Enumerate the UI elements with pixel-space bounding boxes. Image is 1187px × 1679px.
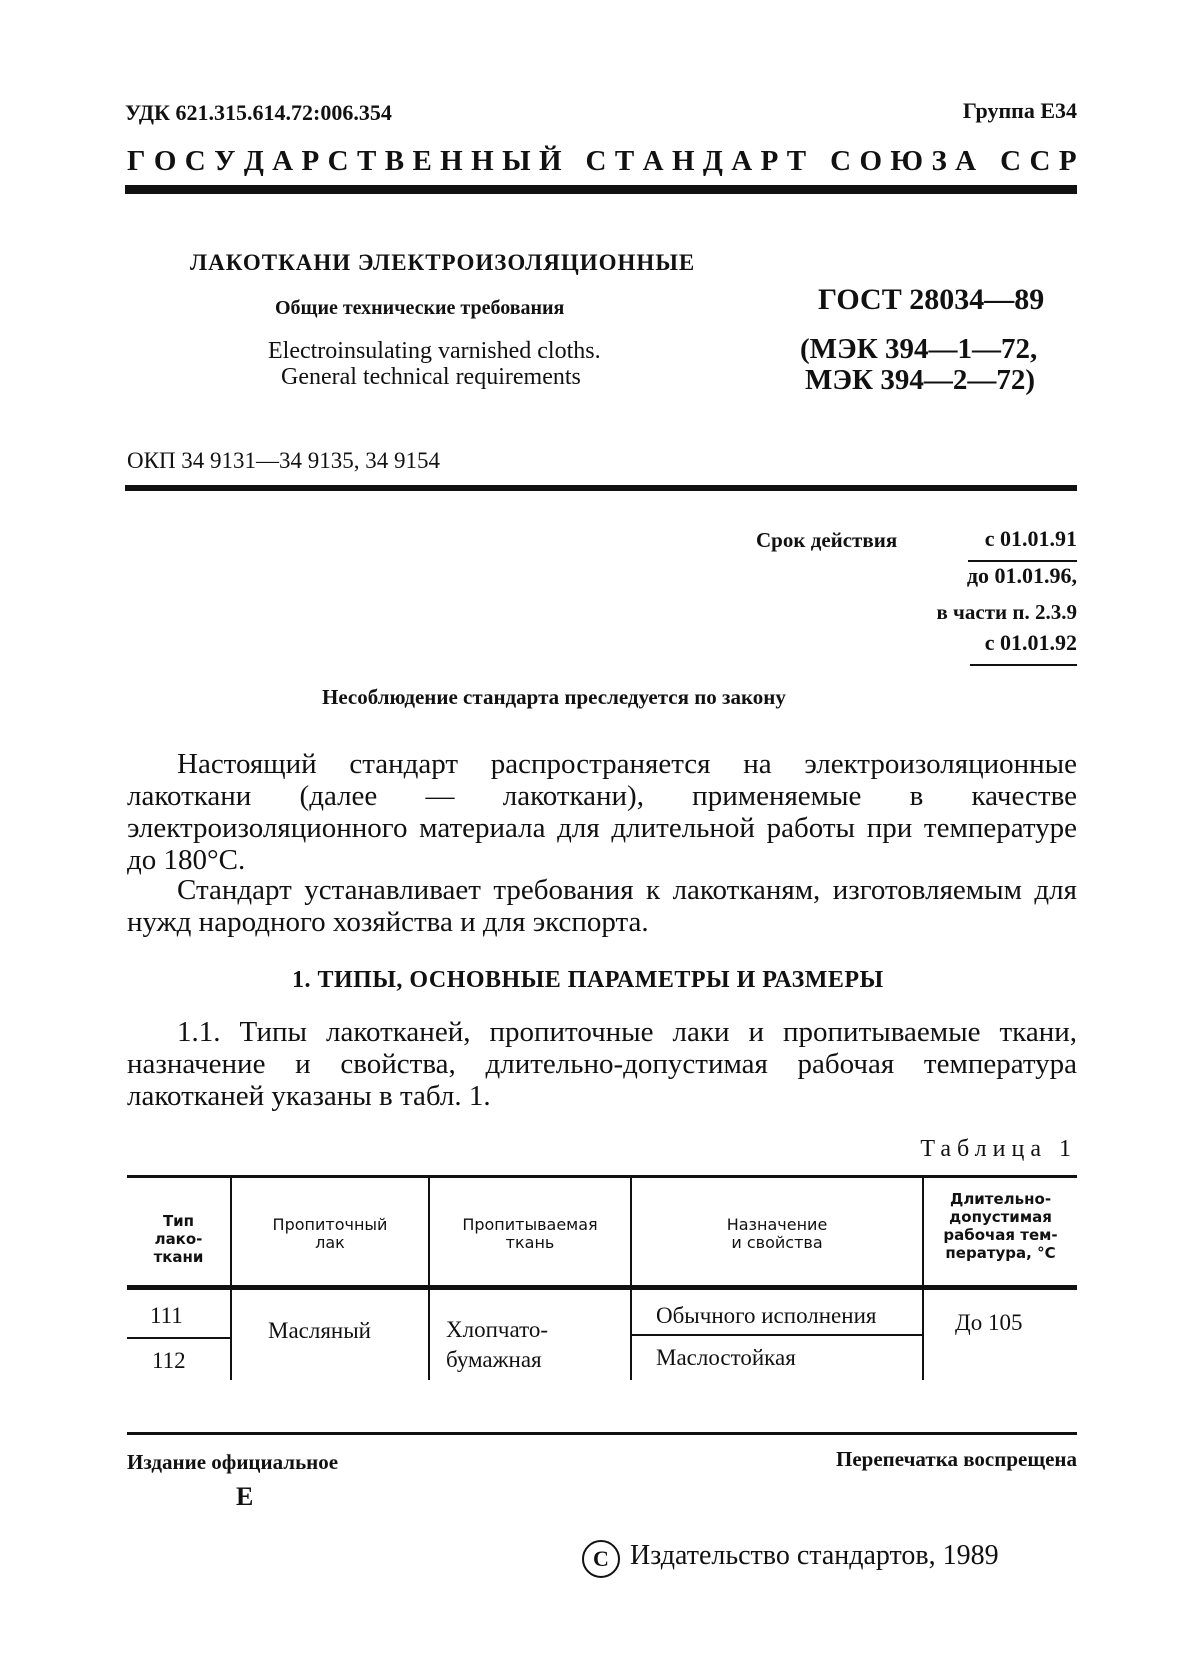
heading-letter: Е xyxy=(412,145,432,177)
title-rule xyxy=(125,485,1077,491)
heading-letter: В xyxy=(384,145,405,177)
table-header-purpose xyxy=(632,1216,922,1252)
subtitle-ru: Общие технические требования xyxy=(275,297,565,319)
header-line: Назначение xyxy=(726,1215,828,1234)
heading-letter: Й xyxy=(538,145,562,177)
gost-number: ГОСТ 28034—89 xyxy=(818,283,1045,316)
table-cell-type: 111 xyxy=(150,1303,183,1328)
heading-letter: С xyxy=(184,145,206,177)
header-line: рабочая тем- xyxy=(943,1226,1058,1244)
table-header-fabric xyxy=(430,1216,630,1252)
cell-line: Хлопчато- xyxy=(446,1317,548,1342)
paragraph-1-1: 1.1. Типы лакотканей, пропиточные лаки и пропитываемые ткани, назначение и свойства, длительно-допустимая рабочая температура лакотканей указаны в табл. 1. xyxy=(127,1016,1077,1112)
heading-letter: Р xyxy=(760,145,779,177)
validity-rule xyxy=(970,664,1077,666)
header-line: лако- xyxy=(154,1230,203,1248)
table-cell-purpose: Маслостойкая xyxy=(656,1345,796,1370)
heading-letter: Р xyxy=(301,145,320,177)
okp-code: ОКП 34 9131—34 9135, 34 9154 xyxy=(127,448,441,473)
section-title: 1. ТИПЫ, ОСНОВНЫЕ ПАРАМЕТРЫ И РАЗМЕРЫ xyxy=(292,967,884,993)
heading-letter: А xyxy=(955,145,977,177)
heading-letter: С xyxy=(327,145,349,177)
heading-letter: Р xyxy=(1058,145,1077,177)
heading-letter: С xyxy=(1000,145,1022,177)
heading-letter: Н xyxy=(440,145,463,177)
validity-from: с 01.01.91 xyxy=(984,526,1077,551)
header-line: допустимая xyxy=(949,1208,1052,1226)
table-header-rule xyxy=(127,1285,1077,1290)
table-row-rule xyxy=(127,1337,230,1339)
state-standard-heading xyxy=(127,145,1077,178)
paragraph-requirements: Стандарт устанавливает требования к лакотканям, изготовляемым для нужд народного хозяйства и для экспорта. xyxy=(127,874,1077,938)
footer-rule xyxy=(127,1432,1077,1435)
table-column-divider xyxy=(230,1178,232,1380)
heading-letter: С xyxy=(585,145,607,177)
heading-letter: Н xyxy=(471,145,494,177)
paragraph-scope: Настоящий стандарт распространяется на электроизоляционные лакоткани (далее — лакоткани), применяемые в качестве электроизоляционного материала для длительной работы при температуре до 180°С. xyxy=(127,748,1077,876)
header-line: ткани xyxy=(153,1248,204,1266)
table-cell-purpose: Обычного исполнения xyxy=(656,1303,877,1328)
heading-letter: З xyxy=(931,145,947,177)
iec-ref-line2: МЭК 394—2—72) xyxy=(805,364,1035,396)
table-column-divider xyxy=(630,1178,632,1380)
table-cell-temperature: До 105 xyxy=(955,1310,1023,1335)
heading-letter: У xyxy=(214,145,236,177)
heading-letter: Ю xyxy=(890,145,924,177)
table-cell-lacquer: Масляный xyxy=(268,1318,371,1343)
heading-letter: Т xyxy=(786,145,807,177)
header-line: ткань xyxy=(505,1233,555,1252)
heading-letter: Н xyxy=(671,145,695,177)
heading-letter: Д xyxy=(243,145,264,177)
heading-letter: О xyxy=(859,145,882,177)
validity-part-from: с 01.01.92 xyxy=(984,630,1077,655)
validity-label: Срок действия xyxy=(756,528,898,552)
heading-letter xyxy=(984,145,991,178)
heading-letter: А xyxy=(731,145,753,177)
copyright-icon: C xyxy=(582,1540,620,1578)
header-line: Длительно- xyxy=(949,1190,1052,1208)
table-header-lacquer xyxy=(232,1216,428,1252)
heading-letter: Д xyxy=(702,145,723,177)
header-line: и свойства xyxy=(731,1233,823,1252)
table-row-rule xyxy=(632,1334,922,1336)
heading-letter: Ы xyxy=(502,145,531,177)
heading-letter xyxy=(814,145,821,178)
heading-letter: А xyxy=(642,145,664,177)
table-column-divider xyxy=(428,1178,430,1380)
table-top-rule xyxy=(127,1175,1077,1178)
legal-notice: Несоблюдение стандарта преследуется по закону xyxy=(322,685,786,709)
title-ru: ЛАКОТКАНИ ЭЛЕКТРОИЗОЛЯЦИОННЫЕ xyxy=(190,250,696,275)
table-cell-type: 112 xyxy=(152,1348,186,1373)
heading-letter: Г xyxy=(127,145,146,177)
cell-line: бумажная xyxy=(446,1347,542,1372)
header-rule xyxy=(125,185,1077,194)
table-cell-fabric xyxy=(446,1315,616,1375)
edition-mark: Е xyxy=(236,1482,254,1511)
reprint-notice: Перепечатка воспрещена xyxy=(836,1447,1077,1471)
table-label: Таблица 1 xyxy=(920,1136,1077,1162)
title-en-line1: Electroinsulating varnished cloths. xyxy=(268,338,601,364)
heading-letter: Т xyxy=(614,145,635,177)
title-en-line2: General technical requirements xyxy=(281,364,581,390)
validity-part: в части п. 2.3.9 xyxy=(936,600,1077,624)
table-header-temperature xyxy=(924,1190,1077,1262)
header-line: Пропитываемая xyxy=(462,1215,598,1234)
publisher: Издательство стандартов, 1989 xyxy=(630,1540,999,1571)
validity-rule xyxy=(968,560,1077,562)
heading-letter: О xyxy=(153,145,177,177)
edition-label: Издание официальное xyxy=(127,1450,339,1474)
header-line: Пропиточный xyxy=(272,1215,388,1234)
header-line: Тип xyxy=(162,1212,195,1230)
group-code: Группа Е34 xyxy=(962,98,1077,123)
heading-letter: С xyxy=(830,145,852,177)
heading-letter: Т xyxy=(356,145,377,177)
table-header-type xyxy=(127,1212,230,1266)
udc-code: УДК 621.315.614.72:006.354 xyxy=(125,100,392,125)
header-line: лак xyxy=(315,1233,345,1252)
validity-to: до 01.01.96, xyxy=(966,563,1077,588)
heading-letter: А xyxy=(272,145,294,177)
heading-letter: С xyxy=(1029,145,1051,177)
heading-letter xyxy=(570,145,577,178)
header-line: пература, °С xyxy=(945,1244,1056,1262)
iec-ref-line1: (МЭК 394—1—72, xyxy=(800,333,1038,365)
